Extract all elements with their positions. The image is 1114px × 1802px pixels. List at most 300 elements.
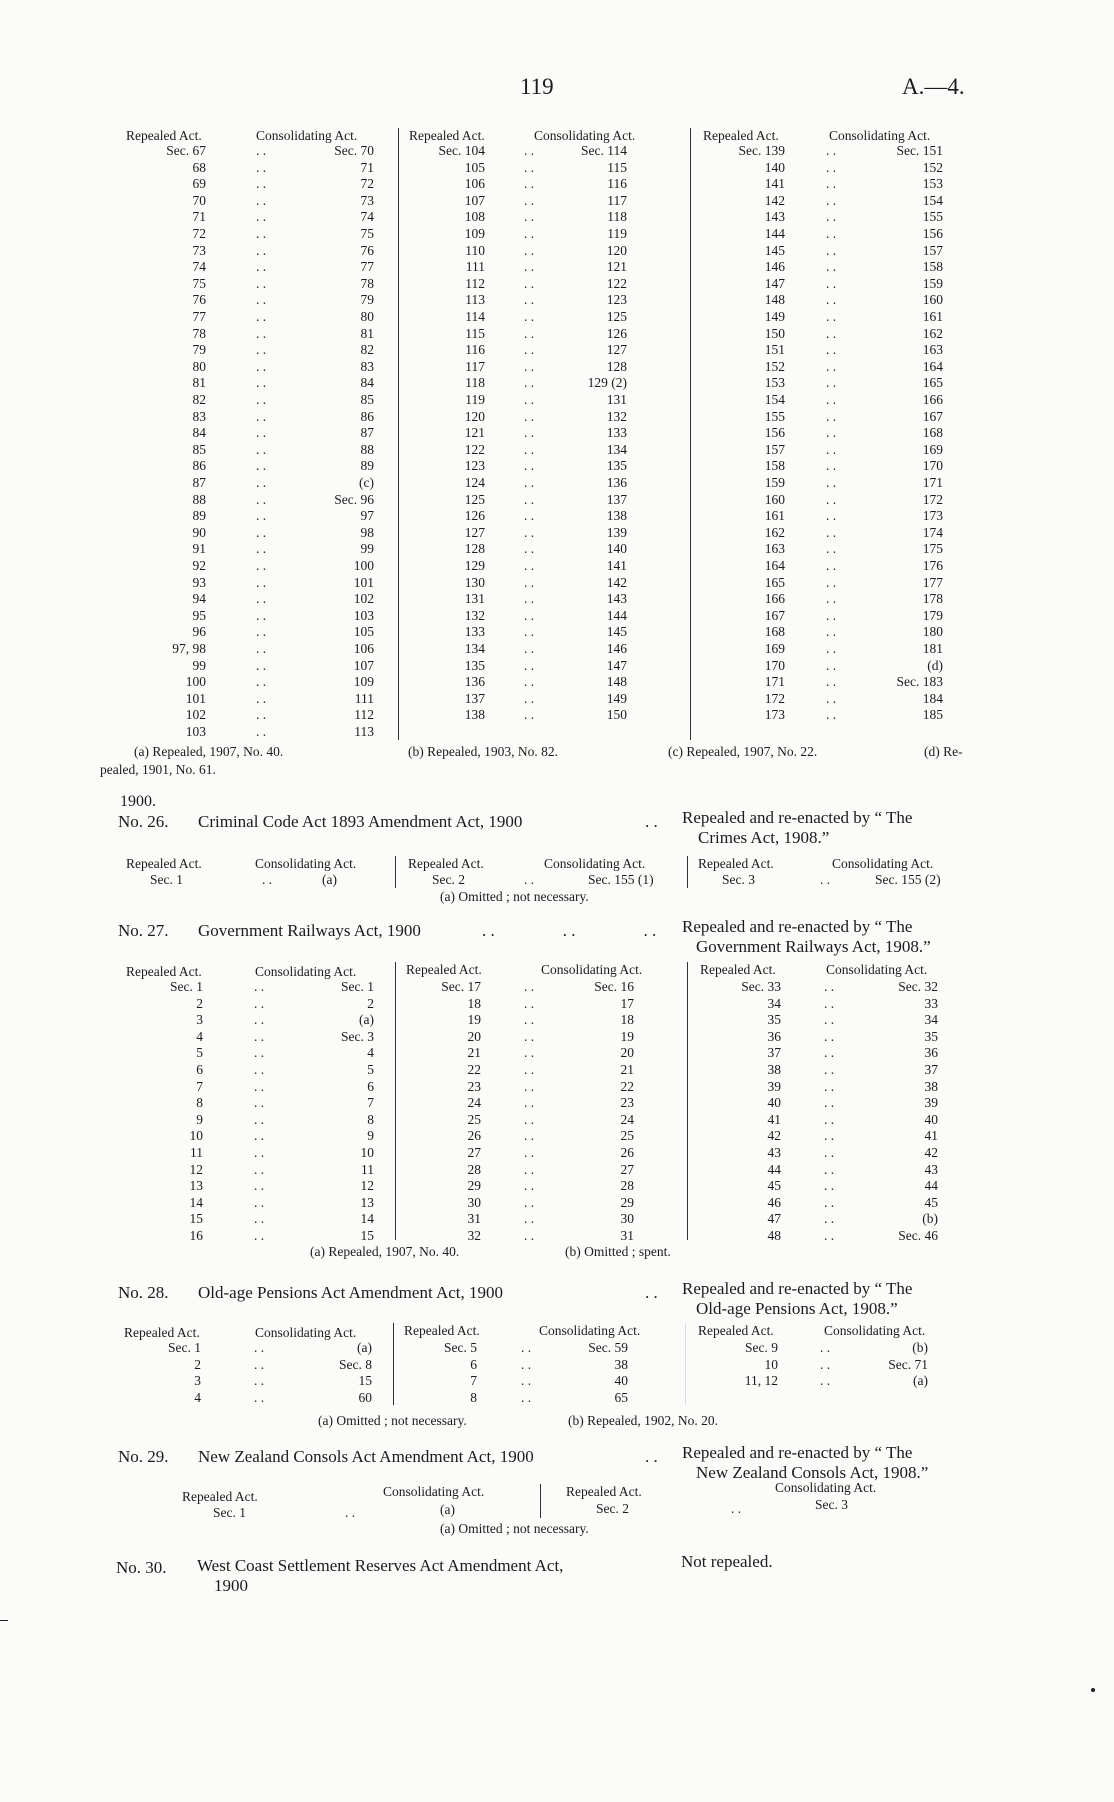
cell-consolidating: 6 (367, 1078, 374, 1094)
table-row (399, 641, 690, 658)
cell-repealed: 2 (194, 1356, 201, 1372)
header-consolidating: Consolidating Act. (255, 1325, 357, 1340)
cell-dots: . . (824, 1028, 835, 1044)
cell-consolidating: 167 (922, 408, 943, 424)
cell-dots: . . (524, 641, 535, 656)
cell-repealed: 117 (465, 358, 485, 374)
cell-repealed: 156 (764, 425, 785, 441)
cell-consolidating: 181 (922, 641, 943, 656)
table-row (399, 425, 690, 442)
cell-consolidating: Sec. 59 (588, 1340, 628, 1355)
cell-dots: . . (256, 591, 267, 607)
table-col-3 (687, 962, 976, 1243)
cell-consolidating: Sec. 151 (896, 143, 943, 158)
cell-dots: . . (524, 358, 535, 374)
cell-repealed: 3 (194, 1373, 201, 1389)
cell-consolidating: 113 (354, 724, 374, 739)
cell-repealed: 91 (192, 541, 206, 557)
cell-dots: . . (826, 309, 837, 324)
table-row (118, 1145, 395, 1162)
cell-dots: . . (524, 242, 535, 258)
cell-dots: . . (256, 292, 267, 308)
cell-dots: . . (256, 342, 267, 358)
cell-dots: . . (820, 1356, 831, 1372)
cell-consolidating: 134 (606, 441, 627, 457)
cell-dots: . . (524, 508, 535, 524)
cell-repealed: 100 (185, 674, 206, 690)
cell-dots: . . (826, 524, 837, 540)
cell-dots: . . (256, 309, 267, 324)
cell-repealed: 147 (764, 275, 785, 291)
cell-consolidating: (a) (322, 872, 337, 887)
table-row (118, 1390, 393, 1407)
table-row (399, 143, 690, 160)
table-row (118, 259, 398, 276)
act-29-note: (a) Omitted ; not necessary. (440, 1521, 589, 1536)
cell-dots: . . (826, 259, 837, 275)
table-row (688, 1095, 976, 1112)
cell-dots: . . (824, 1228, 835, 1243)
cell-repealed: 164 (764, 558, 785, 573)
table-row (118, 1357, 393, 1374)
table-row (691, 143, 976, 160)
cell-consolidating: 105 (353, 624, 374, 640)
table-row (399, 691, 690, 708)
cell-consolidating: 5 (367, 1062, 374, 1077)
cell-consolidating: 75 (360, 226, 374, 241)
table-row (691, 375, 976, 392)
table-col-1 (118, 962, 395, 1243)
cell-consolidating: 117 (607, 192, 627, 208)
cell-dots: . . (824, 1178, 835, 1194)
page-number: 119 (520, 74, 554, 99)
cell-dots: . . (524, 591, 535, 607)
table-row (394, 1340, 685, 1357)
cell-consolidating: 131 (606, 392, 627, 407)
cell-dots: . . (826, 707, 837, 723)
cell-repealed: 103 (185, 724, 206, 739)
cell-consolidating: 100 (353, 558, 374, 573)
cell-consolidating: 150 (606, 707, 627, 723)
cell-dots: . . (826, 574, 837, 590)
cell-consolidating: 10 (360, 1145, 374, 1160)
cell-dots: . . (256, 558, 267, 573)
cell-repealed: 20 (467, 1028, 481, 1044)
table-row (399, 707, 690, 724)
cell-consolidating: 2 (367, 995, 374, 1011)
table-row (399, 591, 690, 608)
cell-dots: . . (524, 458, 535, 474)
cell-consolidating: 140 (606, 541, 627, 557)
cell-consolidating: 97 (360, 508, 374, 524)
table-row (118, 1195, 395, 1212)
cell-dots: . . (256, 226, 267, 241)
header-repealed: Repealed Act. (698, 856, 774, 871)
table-row (399, 442, 690, 459)
cell-dots: . . (824, 979, 835, 994)
cell-repealed: 90 (192, 524, 206, 540)
table-row (688, 1112, 976, 1129)
table-col-3 (685, 1323, 976, 1405)
cell-dots: . . (824, 1194, 835, 1210)
cell-dots: . . (826, 690, 837, 706)
cell-consolidating: 139 (606, 524, 627, 540)
cell-repealed: 157 (764, 441, 785, 457)
table-row (399, 525, 690, 542)
cell-repealed: 153 (764, 375, 785, 391)
cell-consolidating: 83 (360, 358, 374, 374)
table-row (691, 193, 976, 210)
table-row (118, 575, 398, 592)
cell-consolidating: 35 (924, 1028, 938, 1044)
cell-dots: . . (254, 1145, 265, 1160)
act-26-note: (a) Omitted ; not necessary. (440, 889, 589, 904)
table-row (688, 1178, 976, 1195)
act-27-title: Government Railways Act, 1900 (198, 921, 421, 940)
cell-consolidating: 180 (922, 624, 943, 640)
cell-dots: . . (256, 275, 267, 291)
scan-mark (1091, 1688, 1095, 1692)
header-repealed: Repealed Act. (404, 1323, 480, 1338)
cell-consolidating: 159 (922, 275, 943, 291)
cell-consolidating: 40 (924, 1111, 938, 1127)
cell-repealed: 161 (764, 508, 785, 524)
cell-consolidating: 42 (924, 1145, 938, 1160)
cell-consolidating: 177 (922, 574, 943, 590)
cell-consolidating: 22 (620, 1078, 634, 1094)
cell-consolidating: 87 (360, 425, 374, 441)
table-row (118, 160, 398, 177)
cell-repealed: 94 (192, 591, 206, 607)
cell-consolidating: 154 (922, 192, 943, 208)
table-continued (118, 128, 978, 740)
act-26-status-line1: Repealed and re-enacted by “ The (682, 808, 913, 827)
cell-dots: . . (256, 242, 267, 258)
cell-consolidating: 123 (606, 292, 627, 308)
cell-consolidating: 29 (620, 1194, 634, 1210)
table-row (399, 326, 690, 343)
table-row (691, 458, 976, 475)
act-26-status (682, 808, 912, 848)
cell-repealed: 4 (194, 1389, 201, 1405)
table-row (118, 193, 398, 210)
table-row (118, 691, 398, 708)
table-row (396, 1045, 687, 1062)
cell-repealed: 38 (767, 1062, 781, 1077)
table-row (396, 1095, 687, 1112)
cell-repealed: 34 (767, 995, 781, 1011)
cell-dots: . . (826, 458, 837, 474)
table-row (399, 359, 690, 376)
table-row (399, 392, 690, 409)
cell-consolidating: 4 (367, 1045, 374, 1061)
cell-repealed: 6 (196, 1062, 203, 1077)
header-repealed: Repealed Act. (182, 1489, 258, 1504)
cell-consolidating: 170 (922, 458, 943, 474)
cell-repealed: 133 (464, 624, 485, 640)
cell-consolidating: 129 (2) (587, 375, 627, 391)
cell-repealed: 158 (764, 458, 785, 474)
cell-repealed: 136 (464, 674, 485, 690)
cell-repealed: Sec. 33 (741, 979, 781, 994)
cell-repealed: 108 (464, 209, 485, 225)
act-26-status-line2: Crimes Act, 1908.” (698, 828, 830, 847)
table-row (691, 342, 976, 359)
cell-repealed: 171 (764, 674, 785, 690)
cell-repealed: 113 (465, 292, 485, 308)
table-row (118, 541, 398, 558)
table-row (688, 1195, 976, 1212)
table-row (691, 276, 976, 293)
cell-repealed: 132 (464, 607, 485, 623)
act-28-note-b: (b) Repealed, 1902, No. 20. (568, 1413, 718, 1428)
cell-dots: . . (254, 1095, 265, 1111)
table-row (118, 1045, 395, 1062)
cell-consolidating: 132 (606, 408, 627, 424)
header-consolidating: Consolidating Act. (256, 128, 358, 143)
table-row (691, 541, 976, 558)
cell-dots: . . (826, 226, 837, 241)
table-row (118, 143, 398, 160)
cell-dots: . . (824, 1128, 835, 1144)
cell-consolidating: 76 (360, 242, 374, 258)
table-row (396, 979, 687, 996)
cell-consolidating: 26 (620, 1145, 634, 1160)
cell-consolidating: 103 (353, 607, 374, 623)
cell-dots: . . (826, 292, 837, 308)
cell-consolidating: Sec. 96 (334, 491, 374, 507)
table-row (118, 608, 398, 625)
cell-repealed: 19 (467, 1012, 481, 1028)
table-row (118, 1178, 395, 1195)
header-consolidating: Consolidating Act. (534, 128, 636, 143)
cell-repealed: 146 (764, 259, 785, 275)
cell-consolidating: 128 (606, 358, 627, 374)
table-row (688, 996, 976, 1013)
cell-consolidating: 15 (358, 1373, 372, 1389)
cell-dots: . . (824, 1045, 835, 1061)
cell-repealed: 11 (190, 1145, 203, 1160)
cell-repealed: 130 (464, 574, 485, 590)
cell-dots: . . (256, 641, 267, 656)
table-row (691, 641, 976, 658)
cell-dots: . . (826, 143, 837, 158)
table-row (688, 1128, 976, 1145)
header-consolidating: Consolidating Act. (544, 856, 646, 871)
table-row (118, 624, 398, 641)
cell-repealed: 41 (767, 1111, 781, 1127)
cell-consolidating: 25 (620, 1128, 634, 1144)
cell-dots: . . (524, 1062, 535, 1077)
cell-repealed: 2 (196, 995, 203, 1011)
cell-repealed: 6 (470, 1356, 477, 1372)
cell-consolidating: 106 (353, 641, 374, 656)
table-row (691, 492, 976, 509)
act-30-title: West Coast Settlement Reserves Act Amendment Act, (197, 1556, 564, 1575)
act-27-status-line2: Government Railways Act, 1908.” (696, 937, 931, 956)
cell-dots: . . (524, 558, 535, 573)
cell-repealed: 112 (465, 275, 485, 291)
cell-consolidating: 80 (360, 309, 374, 324)
cell-repealed: 120 (464, 408, 485, 424)
cell-repealed: 88 (192, 491, 206, 507)
act-29-status (682, 1443, 928, 1483)
cell-consolidating: Sec. 16 (594, 979, 634, 994)
cell-dots: . . (524, 1161, 535, 1177)
table-row (118, 475, 398, 492)
cell-dots: . . (256, 441, 267, 457)
table-row (118, 707, 398, 724)
cell-repealed: 27 (467, 1145, 481, 1160)
cell-repealed: 9 (196, 1111, 203, 1127)
header-consolidating: Consolidating Act. (832, 856, 934, 871)
cell-repealed: 84 (192, 425, 206, 441)
cell-dots: . . (524, 491, 535, 507)
cell-dots: . . (826, 242, 837, 258)
cell-repealed: 97, 98 (172, 641, 206, 656)
cell-repealed: 36 (767, 1028, 781, 1044)
cell-consolidating: 17 (620, 995, 634, 1011)
cell-dots: . . (524, 1211, 535, 1227)
table-row (691, 226, 976, 243)
table-row (691, 160, 976, 177)
cell-consolidating: 171 (922, 475, 943, 490)
table-row (118, 425, 398, 442)
cell-dots: . . (256, 574, 267, 590)
cell-consolidating: 143 (606, 591, 627, 607)
table-row (118, 243, 398, 260)
table-row (118, 1373, 393, 1390)
cell-repealed: 75 (192, 275, 206, 291)
cell-repealed: 48 (767, 1228, 781, 1243)
cell-repealed: 96 (192, 624, 206, 640)
cell-repealed: 121 (464, 425, 485, 441)
act-29-leader: . . (645, 1447, 658, 1466)
cell-repealed: 155 (764, 408, 785, 424)
cell-consolidating: (a) (913, 1373, 928, 1389)
cell-repealed: 123 (464, 458, 485, 474)
cell-repealed: 72 (192, 226, 206, 241)
cell-consolidating: Sec. 155 (2) (875, 872, 941, 887)
table-row (118, 1062, 395, 1079)
table-row (396, 996, 687, 1013)
cell-dots: . . (820, 1373, 831, 1389)
table-row (118, 276, 398, 293)
cell-dots: . . (256, 192, 267, 208)
cell-repealed: 160 (764, 491, 785, 507)
table-row (396, 1178, 687, 1195)
cell-consolidating: 20 (620, 1045, 634, 1061)
cell-repealed: 10 (764, 1356, 778, 1372)
cell-repealed: Sec. 2 (596, 1501, 629, 1516)
cell-repealed: 131 (464, 591, 485, 607)
cell-consolidating: 138 (606, 508, 627, 524)
cell-consolidating: 71 (360, 159, 374, 175)
cell-repealed: Sec. 1 (150, 872, 183, 887)
cell-repealed: 30 (467, 1194, 481, 1210)
cell-repealed: 102 (185, 707, 206, 723)
cell-consolidating: 142 (606, 574, 627, 590)
cell-dots: . . (524, 979, 535, 994)
table-row (691, 359, 976, 376)
column-rule (395, 856, 396, 888)
act-27-note-a: (a) Repealed, 1907, No. 40. (310, 1244, 460, 1259)
cell-repealed: 137 (464, 690, 485, 706)
table-row (396, 1128, 687, 1145)
cell-consolidating: 164 (922, 358, 943, 374)
cell-dots: . . (826, 624, 837, 640)
table-row (399, 658, 690, 675)
cell-dots: . . (254, 1178, 265, 1194)
cell-dots: . . (524, 342, 535, 358)
cell-repealed: 150 (764, 325, 785, 341)
cell-consolidating: 98 (360, 524, 374, 540)
cell-consolidating: 82 (360, 342, 374, 358)
table-row (118, 458, 398, 475)
cell-repealed: 169 (764, 641, 785, 656)
cell-dots: . . (826, 408, 837, 424)
cell-consolidating: (a) (357, 1340, 372, 1355)
cell-dots: . . (524, 707, 535, 723)
cell-repealed: 92 (192, 558, 206, 573)
cell-dots: . . (254, 1028, 265, 1044)
cell-repealed: 73 (192, 242, 206, 258)
cell-repealed: Sec. 17 (441, 979, 481, 994)
cell-dots: . . (524, 1045, 535, 1061)
cell-consolidating: 24 (620, 1111, 634, 1127)
cell-consolidating: (a) (359, 1012, 374, 1028)
cell-consolidating: 27 (620, 1161, 634, 1177)
cell-repealed: 122 (464, 441, 485, 457)
cell-repealed: Sec. 9 (745, 1340, 778, 1355)
cell-repealed: 22 (467, 1062, 481, 1077)
cell-dots: . . (256, 143, 267, 158)
act-26-number: No. 26. (118, 812, 169, 831)
cell-dots: . . (524, 674, 535, 690)
cell-dots: . . (826, 491, 837, 507)
table-row (691, 209, 976, 226)
table-row (399, 492, 690, 509)
cell-repealed: 119 (465, 392, 485, 407)
cell-repealed: 129 (464, 558, 485, 573)
act-26-leader: . . (645, 812, 658, 831)
cell-dots: . . (824, 1145, 835, 1160)
footnote-c: (c) Repealed, 1907, No. 22. (668, 744, 818, 759)
table-row (691, 442, 976, 459)
cell-consolidating: 156 (922, 226, 943, 241)
cell-consolidating: 163 (922, 342, 943, 358)
table-row (691, 243, 976, 260)
cell-consolidating: 102 (353, 591, 374, 607)
table-row (394, 1390, 685, 1407)
table-row (396, 1228, 687, 1245)
table-row (399, 608, 690, 625)
table-row (399, 209, 690, 226)
cell-dots: . . (824, 1062, 835, 1077)
cell-consolidating: 45 (924, 1194, 938, 1210)
cell-repealed: 143 (764, 209, 785, 225)
cell-consolidating: 119 (607, 226, 627, 241)
cell-repealed: 28 (467, 1161, 481, 1177)
cell-repealed: Sec. 3 (722, 872, 755, 887)
cell-consolidating: 111 (354, 690, 374, 706)
cell-repealed: 77 (192, 309, 206, 324)
header-consolidating: Consolidating Act. (383, 1484, 485, 1499)
cell-repealed: 42 (767, 1128, 781, 1144)
cell-consolidating: 74 (360, 209, 374, 225)
cell-dots: . . (826, 275, 837, 291)
cell-consolidating: 158 (922, 259, 943, 275)
